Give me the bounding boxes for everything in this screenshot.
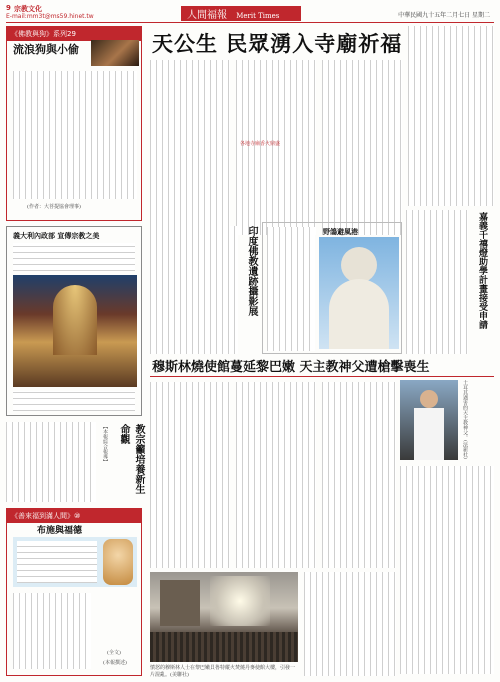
statue-text — [267, 227, 315, 351]
priest-caption: 土耳其遇害的天主教神父。(法新社) — [462, 380, 468, 459]
statue-head — [341, 247, 377, 283]
page-number: 9 — [6, 4, 11, 12]
article-title: 流浪狗與小偷 — [13, 43, 79, 56]
pope-title: 教宗籲培養新生命觀 — [118, 424, 144, 494]
statue-box — [262, 222, 402, 354]
tale-author: (本報撰述) — [103, 660, 127, 666]
series-title: 《佛教與狗》系列29 — [7, 27, 141, 41]
second-headline: 穆斯林燒使館蔓延黎巴嫩 天主教神父遭槍擊喪生 — [152, 360, 430, 375]
story-col-2 — [236, 60, 316, 235]
tale-title: 布施與福德 — [37, 526, 83, 536]
italy-box — [6, 226, 142, 416]
priest-robe — [414, 408, 444, 460]
story2-col-3 — [322, 382, 396, 568]
italy-title: 義大利內政部 宣傳宗教之美 — [13, 231, 100, 240]
sub-lead: 各地寺廟香火鼎盛 — [240, 141, 281, 147]
story-col-4 — [408, 26, 494, 206]
story2-col-1 — [150, 382, 230, 568]
priest-head — [420, 390, 438, 408]
dog-photo — [91, 40, 139, 66]
tale-series: 《善來福到滿人間》⑩ — [7, 509, 141, 523]
email-text: E-mail:mm3t@ms59.hinet.tw — [6, 13, 94, 20]
statue-caption: 野鴿避風港 — [323, 227, 358, 236]
tale-box — [6, 508, 142, 676]
italy-caption — [13, 391, 135, 411]
india-article — [150, 222, 260, 354]
smoke-cloud — [210, 576, 270, 626]
grant-body — [406, 210, 468, 354]
crowd — [150, 632, 298, 662]
main-headline: 天公生 民眾湧入寺廟祈福 — [152, 31, 403, 56]
grant-article — [406, 210, 494, 354]
italy-body — [13, 243, 135, 271]
article-body — [13, 71, 137, 199]
masthead-en: Merit Times — [236, 12, 280, 20]
buddha-statue-photo — [319, 237, 399, 349]
building-left — [160, 580, 200, 626]
church-interior-photo — [13, 275, 137, 387]
altar-arch — [53, 285, 97, 355]
story-col-3 — [322, 60, 402, 235]
tale-body — [13, 593, 91, 669]
pope-body — [6, 422, 96, 502]
embassy-caption: 憤怒的穆斯林人士在黎巴嫩貝魯特縱火焚燒丹麥使館大樓，引發一片混亂。(美聯社) — [150, 665, 296, 678]
story2-col-4 — [400, 466, 494, 674]
series-box — [6, 26, 142, 221]
section-name: 宗教文化 — [14, 5, 42, 13]
story2-col-2 — [236, 382, 316, 568]
page-header — [6, 4, 494, 22]
date-line: 中華民國九十五年二月七日 星期二 — [398, 12, 490, 19]
tale-quote-text — [17, 541, 97, 583]
story-col-1 — [150, 60, 230, 235]
left-column — [6, 26, 142, 676]
section-rule — [150, 376, 494, 377]
pope-article — [6, 422, 142, 502]
tale-quote-box — [13, 537, 137, 587]
article-author: (作者：大菩提協會理事) — [27, 204, 81, 210]
india-title: 印度佛教遺跡攝影展 — [246, 226, 257, 316]
statue-body — [329, 279, 389, 349]
header-rule — [6, 22, 494, 23]
guanyin-figure — [103, 539, 133, 585]
priest-photo — [400, 380, 458, 460]
masthead-title: 人間福報 — [187, 10, 227, 21]
tale-note: (全文) — [107, 650, 121, 656]
grant-title: 嘉義千禧燈助學計畫接受申請 — [477, 212, 487, 329]
masthead — [181, 6, 301, 21]
india-body — [150, 226, 238, 354]
embassy-fire-photo — [150, 572, 298, 662]
pope-byline: 【本報綜合報導】 — [102, 424, 108, 464]
story2-col-5 — [304, 572, 396, 676]
